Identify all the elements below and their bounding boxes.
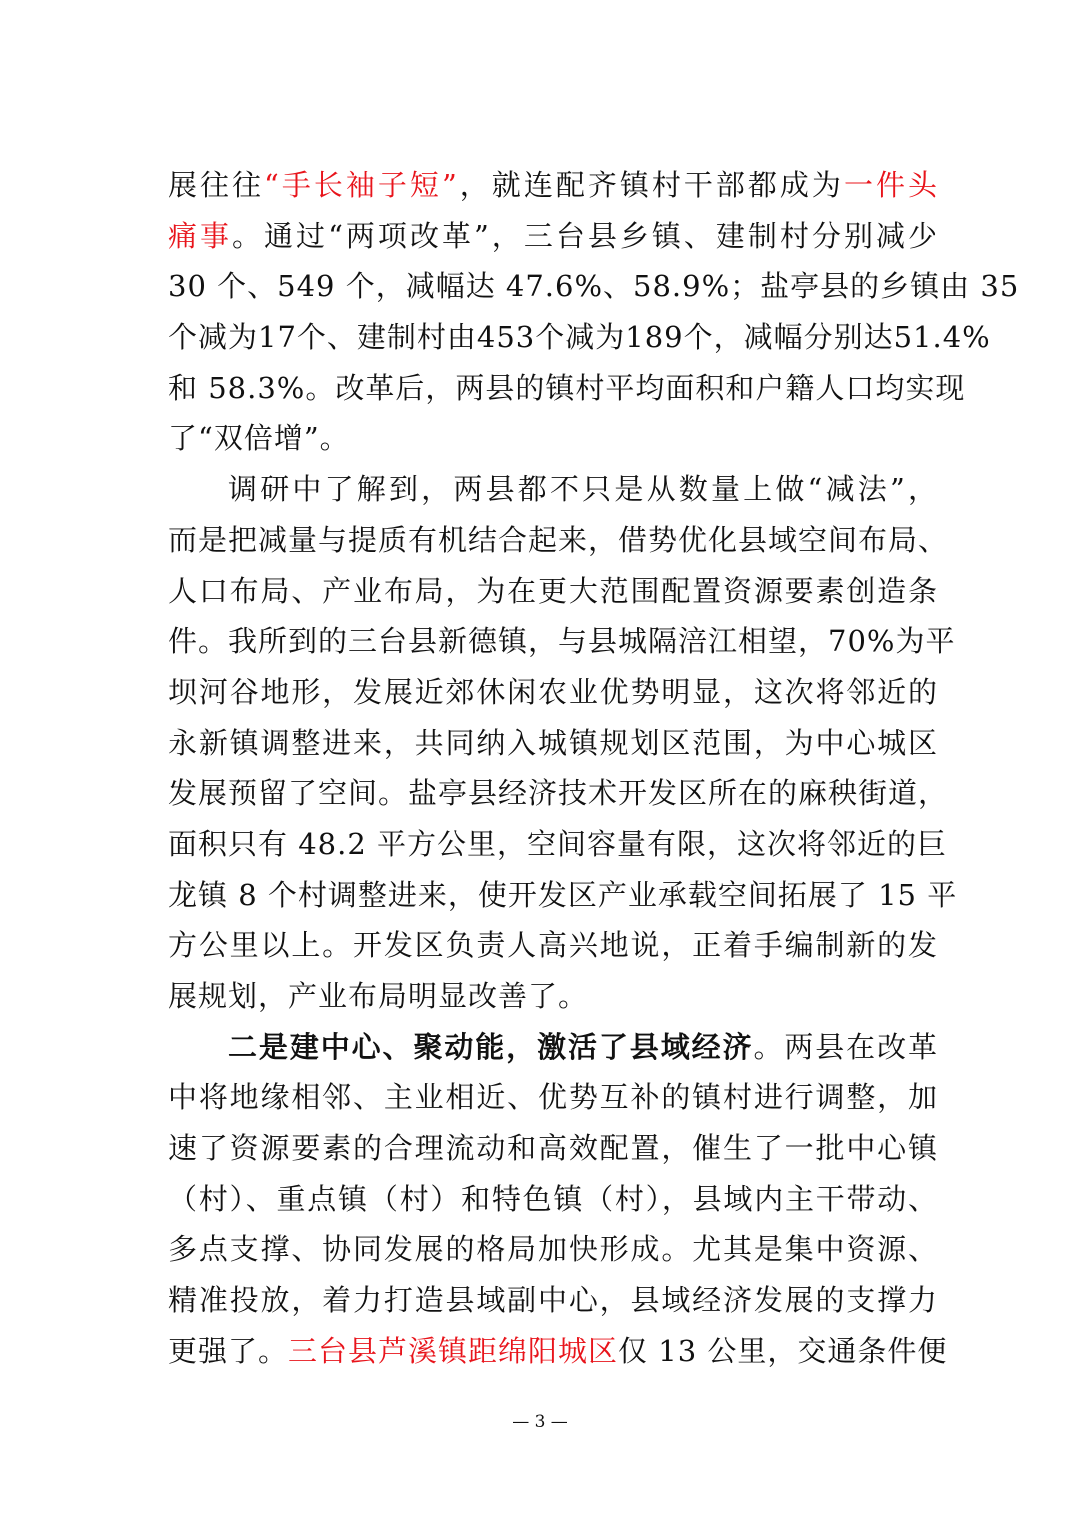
body-text: 。通过“两项改革”，三台县乡镇、建制村分别减少 [232,218,938,253]
body-text: 多点支撑、协同发展的格局加快形成。尤其是集中资源、 [168,1232,938,1267]
text-line [168,312,991,363]
text-line [168,971,938,1022]
body-text: 展规划，产业布局明显改善了。 [168,979,589,1013]
body-text: 仅 13 公里，交通条件便 [618,1333,948,1368]
page-number: — 3 — [512,1412,568,1432]
body-text: 。两县在改革 [753,1029,938,1064]
highlighted-text: 三台县芦溪镇距绵阳城区 [288,1333,619,1368]
body-text: （村）、重点镇（村）和特色镇（村），县域内主干带动、 [168,1181,938,1216]
text-line [168,1224,938,1275]
text-line [168,616,956,667]
body-text: 展往往 [168,168,265,202]
text-line [168,920,938,971]
text-line [168,819,948,870]
body-text: 而是把减量与提质有机结合起来，借势优化县域空间布局、 [168,522,949,557]
highlighted-text: 痛事 [168,218,233,253]
text-line [168,1326,948,1377]
body-text: 更强了。 [168,1333,289,1368]
body-text: 中将地缘相邻、主业相近、优势互补的镇村进行调整，加 [168,1080,938,1115]
body-text: 精准投放，着力打造县域副中心，县域经济发展的支撑力 [168,1283,938,1318]
document-body [168,160,1020,1377]
body-text: 30 个、549 个，减幅达 47.6%、58.9%；盐亭县的乡镇由 35 [168,269,1020,304]
text-line [168,363,966,414]
body-text: 坝河谷地形，发展近郊休闲农业优势明显，这次将邻近的 [168,674,938,709]
body-text: 了“双倍增”。 [168,421,350,456]
body-text: ，就连配齐镇村干部都成为 [457,168,844,202]
body-text: 和 58.3%。改革后，两县的镇村平均面积和户籍人口均实现 [168,370,966,405]
body-text: 个减为17个、建制村由453个减为189个，减幅分别达51.4% [168,320,991,355]
text-line [168,566,938,617]
text-line [168,870,958,921]
text-line [168,515,949,566]
bold-heading-text: 二是建中心、聚动能，激活了县域经济 [228,1029,754,1064]
text-line [168,1174,938,1225]
text-line [168,1022,938,1073]
text-line [168,667,938,718]
body-text: 人口布局、产业布局，为在更大范围配置资源要素创造条 [168,573,938,608]
highlighted-text: 一件头 [843,168,938,202]
body-text: 面积只有 48.2 平方公里，空间容量有限，这次将邻近的巨 [168,826,948,861]
text-line [168,1275,938,1326]
text-line [168,718,938,769]
text-line [168,413,938,464]
text-line [168,1072,938,1123]
body-text: 发展预留了空间。盐亭县经济技术开发区所在的麻秧街道， [168,776,949,811]
body-text: 龙镇 8 个村调整进来，使开发区产业承载空间拓展了 15 平 [168,877,958,912]
body-text: 永新镇调整进来，共同纳入城镇规划区范围，为中心城区 [168,725,938,760]
body-text: 件。我所到的三台县新德镇，与县城隔涪江相望，70%为平 [168,624,956,659]
text-line [168,1123,938,1174]
text-line [168,768,949,819]
body-text: 方公里以上。开发区负责人高兴地说，正着手编制新的发 [168,928,938,963]
text-line [168,160,938,211]
text-line [168,261,1020,312]
text-line [168,464,938,515]
body-text: 速了资源要素的合理流动和高效配置，催生了一批中心镇 [168,1131,938,1166]
body-text: 调研中了解到，两县都不只是从数量上做“减法”， [228,472,938,507]
text-line [168,211,938,262]
highlighted-text: “手长袖子短” [264,168,458,202]
